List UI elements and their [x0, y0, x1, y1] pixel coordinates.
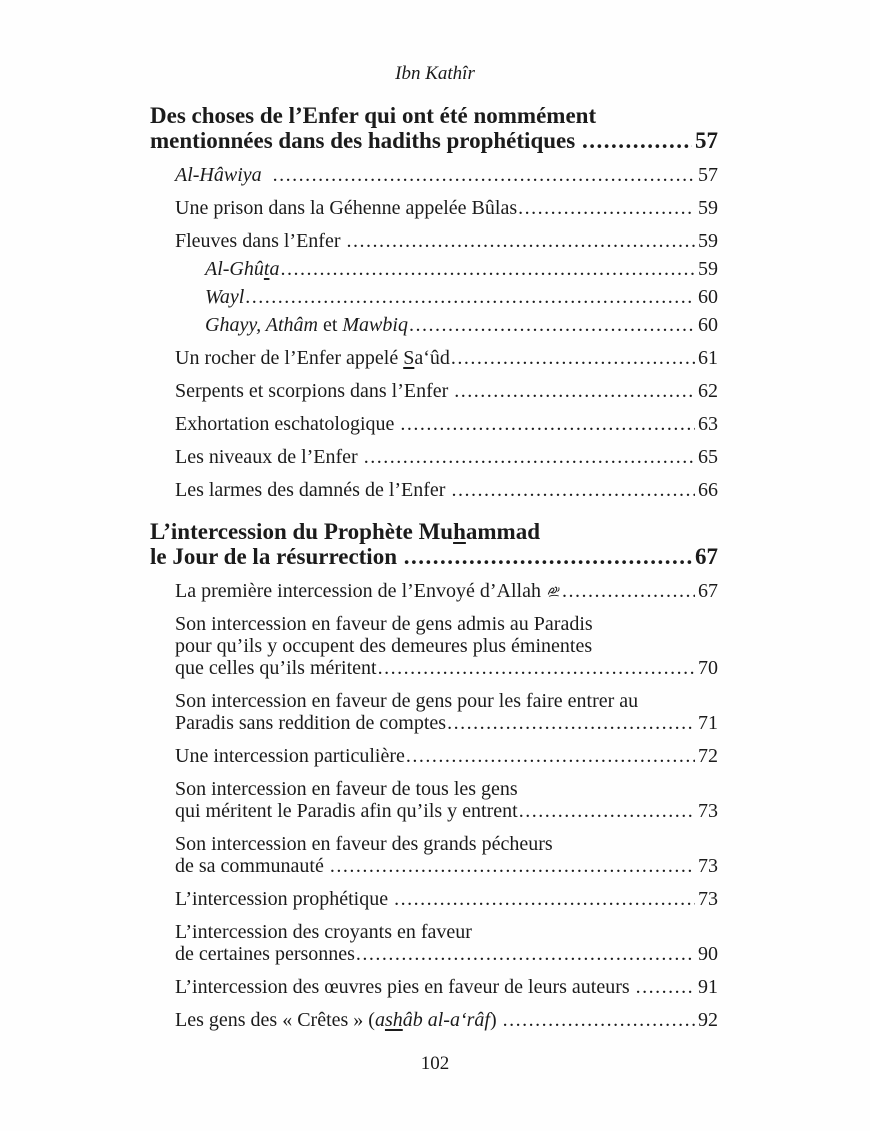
page-number: 65 — [698, 446, 718, 468]
toc-line — [175, 943, 718, 965]
running-header: Ibn Kathîr — [395, 63, 475, 84]
page-number: 70 — [698, 657, 718, 679]
page-number: 73 — [698, 888, 718, 910]
text-segment: ) — [489, 1009, 502, 1031]
dot-leader — [330, 855, 695, 877]
toc-line-text — [175, 635, 592, 657]
dot-leader — [518, 197, 695, 219]
dot-leader — [280, 258, 695, 280]
toc-entry — [150, 413, 718, 435]
toc-entry — [150, 690, 718, 734]
dot-leader — [245, 286, 695, 308]
text-segment: Une prison dans la Géhenne appelée Bûlas — [175, 197, 518, 219]
toc-section-heading — [150, 103, 718, 153]
toc-line — [150, 519, 718, 544]
toc-line-text — [205, 286, 244, 308]
page-number: 59 — [698, 258, 718, 280]
toc-line-text — [175, 976, 635, 998]
text-segment: Mawbiq — [342, 314, 408, 336]
page-number: 59 — [698, 197, 718, 219]
text-segment: Les larmes des damnés de l’Enfer — [175, 479, 451, 501]
toc-line — [175, 690, 718, 712]
page-number: 92 — [698, 1009, 718, 1031]
toc-line-text — [150, 128, 581, 153]
text-segment: Wayl — [205, 286, 245, 308]
text-segment: Serpents et scorpions dans l’Enfer — [175, 380, 454, 402]
page-number: 66 — [698, 479, 718, 501]
page-number: 73 — [698, 800, 718, 822]
text-segment: qui méritent le Paradis afin qu’ils y entrent — [175, 800, 518, 822]
dot-leader — [451, 347, 695, 369]
dot-leader — [404, 544, 692, 569]
prophet-honorific-icon — [546, 580, 561, 602]
toc-line-text — [175, 888, 393, 910]
toc-line-text — [175, 657, 377, 679]
toc-line — [175, 800, 718, 822]
toc-line — [175, 613, 718, 635]
text-segment: a — [269, 258, 280, 280]
page-number: 73 — [698, 855, 718, 877]
dot-leader — [447, 712, 695, 734]
toc-line-text — [175, 921, 472, 943]
dot-leader — [503, 1009, 695, 1031]
toc-section-heading — [150, 519, 718, 569]
toc-line-text — [175, 613, 593, 635]
toc-line — [175, 413, 718, 435]
page-number: 90 — [698, 943, 718, 965]
dot-leader — [273, 164, 695, 186]
page-number: 67 — [698, 580, 718, 602]
text-segment: Al-Ghû — [205, 258, 264, 280]
text-segment: Son intercession en faveur de gens admis au Paradis — [175, 613, 593, 635]
toc-entry — [150, 745, 718, 767]
toc-line — [175, 230, 718, 252]
dot-leader — [394, 888, 695, 910]
toc-line-text — [175, 347, 450, 369]
text-segment: le Jour de la résurrection — [150, 544, 403, 569]
toc-entry — [150, 888, 718, 910]
text-segment: L’intercession prophétique — [175, 888, 394, 910]
toc-line-text — [175, 778, 518, 800]
toc-line — [150, 128, 718, 153]
toc-line-text — [175, 855, 329, 877]
text-segment: sh — [384, 1009, 403, 1031]
toc-line — [175, 1009, 718, 1031]
toc-line — [175, 745, 718, 767]
toc-entry — [150, 613, 718, 679]
toc-line-text — [175, 380, 453, 402]
page-number: 62 — [698, 380, 718, 402]
page-number: 60 — [698, 314, 718, 336]
toc-entry — [150, 230, 718, 252]
text-segment: âb al-a‘râf — [402, 1009, 490, 1031]
toc-line-text — [175, 164, 272, 186]
toc-entry — [150, 314, 718, 336]
toc-line — [175, 446, 718, 468]
toc-line-text — [175, 197, 517, 219]
toc-entry — [150, 197, 718, 219]
text-segment: La première intercession de l’Envoyé d’Allah — [175, 580, 546, 602]
toc-entry — [150, 1009, 718, 1031]
dot-leader — [406, 745, 695, 767]
toc-entry — [150, 380, 718, 402]
toc-line — [175, 380, 718, 402]
toc-entry — [150, 833, 718, 877]
text-segment: pour qu’ils y occupent des demeures plus éminentes — [175, 635, 593, 657]
toc-line — [205, 258, 718, 280]
text-segment: Les gens des « Crêtes » ( — [175, 1009, 375, 1031]
dot-leader — [356, 943, 695, 965]
toc-line — [175, 479, 718, 501]
text-segment: que celles qu’ils méritent — [175, 657, 377, 679]
toc-line-text — [150, 544, 403, 569]
toc-entry — [150, 258, 718, 280]
toc-line-text — [175, 580, 561, 602]
text-segment: ammad — [465, 519, 540, 544]
text-segment: Son intercession en faveur de gens pour les faire entrer au — [175, 690, 639, 712]
toc-entry — [150, 286, 718, 308]
toc-line — [175, 197, 718, 219]
text-segment: Exhortation eschatologique — [175, 413, 400, 435]
toc-line-text — [175, 1009, 502, 1031]
toc-line-text — [175, 800, 518, 822]
toc-line-text — [175, 230, 346, 252]
text-segment: a‘ûd — [414, 347, 450, 369]
page-number: 57 — [698, 164, 718, 186]
toc-line-text — [205, 258, 279, 280]
text-segment: Les niveaux de l’Enfer — [175, 446, 363, 468]
toc-line-text — [175, 745, 405, 767]
toc-line — [175, 164, 718, 186]
toc-line — [175, 833, 718, 855]
dot-leader — [582, 128, 692, 153]
page-number-footer: 102 — [420, 1053, 450, 1074]
text-segment: h — [453, 519, 466, 544]
toc-line — [150, 103, 718, 128]
toc-line-text — [205, 314, 408, 336]
text-segment: Paradis sans reddition de comptes — [175, 712, 447, 734]
toc-line — [175, 976, 718, 998]
toc-line-text — [175, 690, 638, 712]
dot-leader — [562, 580, 695, 602]
toc-entry — [150, 446, 718, 468]
page-number: 67 — [695, 544, 718, 569]
toc-line-text — [175, 833, 553, 855]
toc-list — [150, 103, 718, 1031]
text-segment: Un rocher de l’Enfer appelé — [175, 347, 404, 369]
text-segment: L’intercession du Prophète Mu — [150, 519, 454, 544]
dot-leader — [364, 446, 695, 468]
toc-line-text — [150, 519, 540, 544]
page-number: 63 — [698, 413, 718, 435]
toc-line — [175, 712, 718, 734]
toc-entry — [150, 479, 718, 501]
toc-line — [175, 580, 718, 602]
toc-entry — [150, 580, 718, 602]
toc-entry — [150, 921, 718, 965]
toc-entry — [150, 976, 718, 998]
page-number: 71 — [698, 712, 718, 734]
toc-line — [150, 544, 718, 569]
text-segment: t — [263, 258, 270, 280]
dot-leader — [636, 976, 695, 998]
toc-entry — [150, 164, 718, 186]
toc-line-text — [175, 413, 399, 435]
dot-leader — [378, 657, 695, 679]
toc-line — [175, 347, 718, 369]
toc-line — [175, 921, 718, 943]
text-segment: Fleuves dans l’Enfer — [175, 230, 346, 252]
page-number: 91 — [698, 976, 718, 998]
page-number: 72 — [698, 745, 718, 767]
text-segment: et — [317, 314, 343, 336]
text-segment: Al-Hâwiya — [175, 164, 272, 186]
text-segment: L’intercession des croyants en faveur — [175, 921, 472, 943]
toc-page-content — [150, 103, 718, 1031]
page-number: 57 — [695, 128, 718, 153]
page-number: 60 — [698, 286, 718, 308]
text-segment: Son intercession en faveur de tous les gens — [175, 778, 518, 800]
text-segment: a — [374, 1009, 385, 1031]
toc-line — [175, 888, 718, 910]
toc-line-text — [175, 712, 446, 734]
text-segment: S — [403, 347, 415, 369]
toc-line-text — [150, 103, 596, 128]
toc-line — [175, 635, 718, 657]
toc-entry — [150, 778, 718, 822]
text-segment: Une intercession particulière — [175, 745, 405, 767]
dot-leader — [400, 413, 695, 435]
dot-leader — [409, 314, 695, 336]
text-segment: de sa communauté — [175, 855, 329, 877]
dot-leader — [454, 380, 695, 402]
page-number: 61 — [698, 347, 718, 369]
toc-line-text — [175, 446, 363, 468]
toc-line-text — [175, 943, 355, 965]
toc-line-text — [175, 479, 450, 501]
toc-line — [175, 778, 718, 800]
page-number: 59 — [698, 230, 718, 252]
toc-line — [205, 314, 718, 336]
text-segment: L’intercession des œuvres pies en faveur de leurs auteurs — [175, 976, 635, 998]
toc-line — [175, 657, 718, 679]
text-segment: mentionnées dans des hadiths prophétiques — [150, 128, 581, 153]
toc-line — [205, 286, 718, 308]
dot-leader — [519, 800, 695, 822]
text-segment: Son intercession en faveur des grands pécheurs — [175, 833, 553, 855]
dot-leader — [347, 230, 695, 252]
dot-leader — [451, 479, 695, 501]
toc-line — [175, 855, 718, 877]
text-segment: Des choses de l’Enfer qui ont été nommément — [150, 103, 597, 128]
text-segment: Ghayy, Athâm — [205, 314, 318, 336]
text-segment: de certaines personnes — [175, 943, 355, 965]
toc-entry — [150, 347, 718, 369]
